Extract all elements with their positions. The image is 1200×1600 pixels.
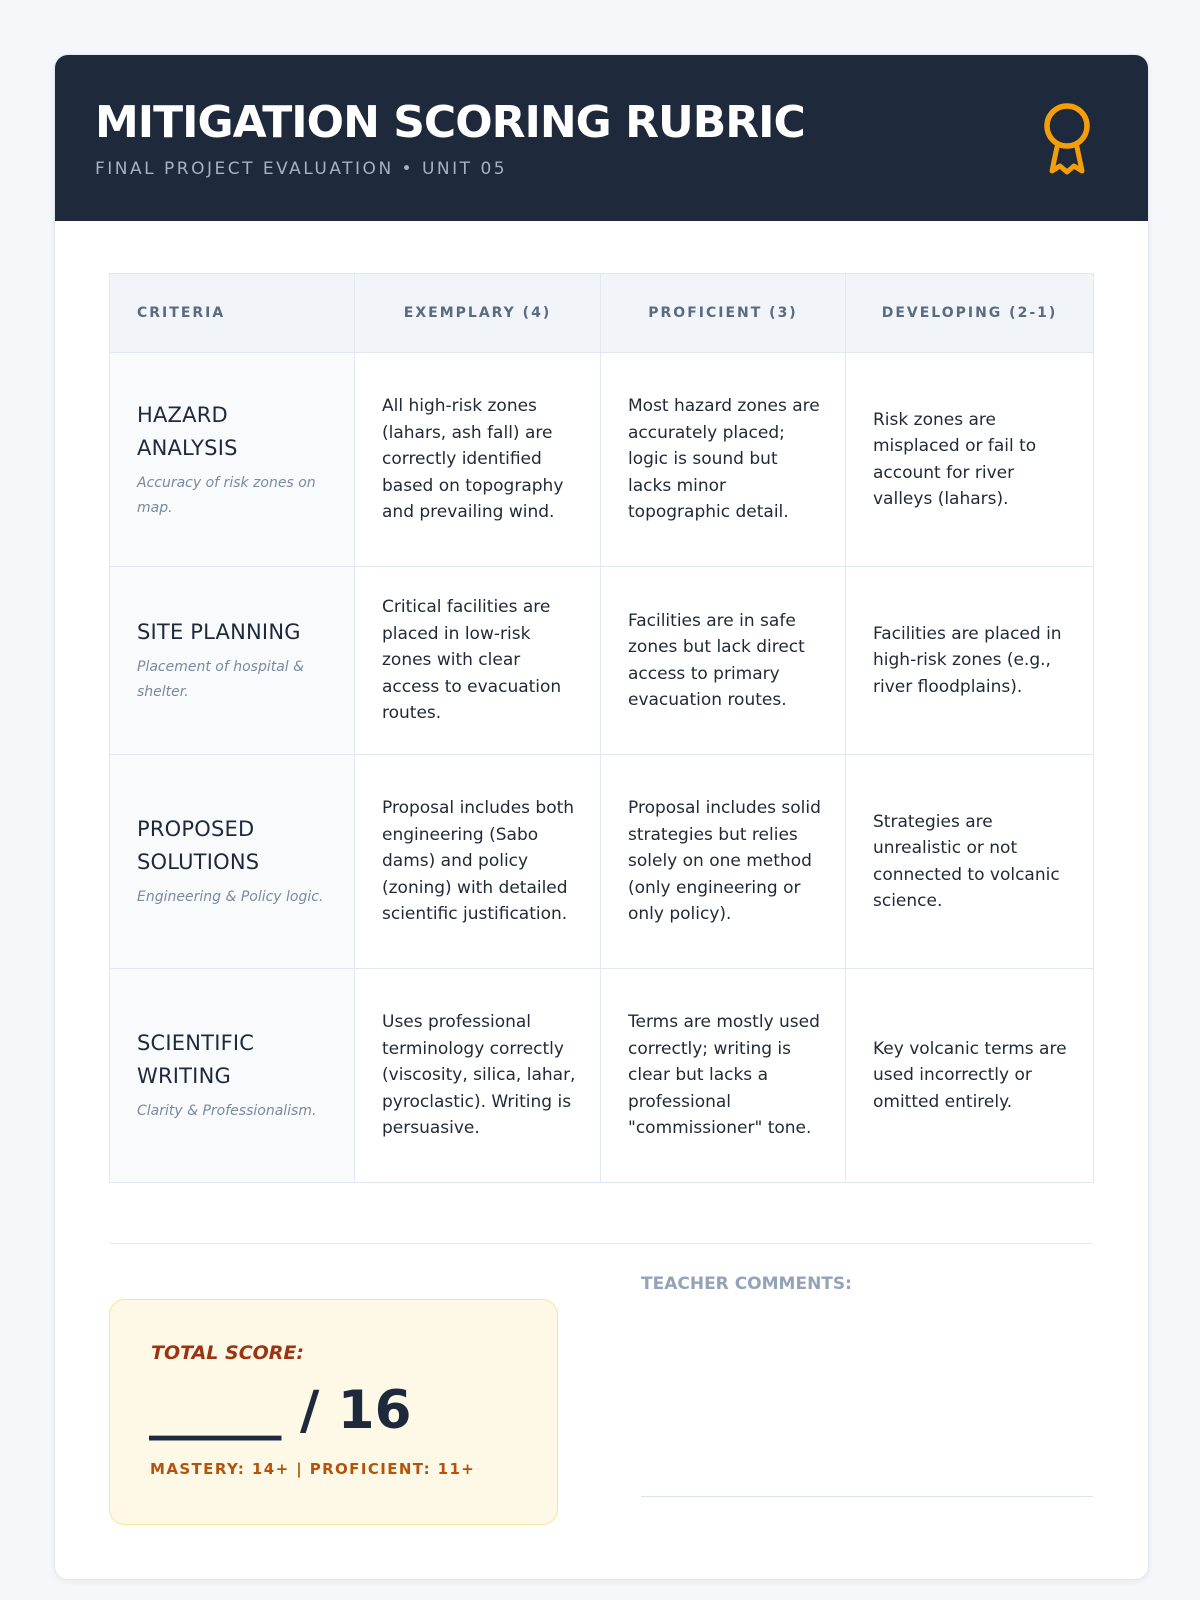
table-row [110,969,1094,1183]
criteria-description: Clarity & Professionalism. [137,1103,317,1119]
table-row [110,755,1094,969]
column-header-exemplary: EXEMPLARY (4) [355,274,601,353]
column-header-proficient: PROFICIENT (3) [601,274,846,353]
total-score-box [109,1299,558,1525]
teacher-comments-label: TEACHER COMMENTS: [641,1274,852,1294]
criteria-name: PROPOSED SOLUTIONS [137,817,260,874]
page-title: MITIGATION SCORING RUBRIC [95,97,805,148]
developing-cell: Risk zones are misplaced or fail to account for river valleys (lahars). [846,353,1094,567]
page-subtitle: FINAL PROJECT EVALUATION • UNIT 05 [95,159,508,179]
rubric-card [54,54,1149,1580]
proficient-cell: Facilities are in safe zones but lack direct access to primary evacuation routes. [601,567,846,755]
criteria-name: SCIENTIFIC WRITING [137,1031,255,1088]
award-ribbon-icon [1040,99,1094,177]
criteria-name: SITE PLANNING [137,620,301,644]
proficient-cell: Most hazard zones are accurately placed; logic is sound but lacks minor topographic detail. [601,353,846,567]
criteria-name: HAZARD ANALYSIS [137,402,238,460]
exemplary-cell: Proposal includes both engineering (Sabo dams) and policy (zoning) with detailed scientific justification. [355,755,601,969]
rubric-header-row [110,274,1094,353]
criteria-cell [110,969,355,1183]
criteria-cell [110,567,355,755]
exemplary-cell: Uses professional terminology correctly (viscosity, silica, lahar, pyroclastic). Writing is persuasive. [355,969,601,1183]
proficient-cell: Proposal includes solid strategies but relies solely on one method (only engineering or only policy). [601,755,846,969]
criteria-description: Placement of hospital & shelter. [137,659,305,700]
header-banner [55,55,1148,221]
column-header-developing: DEVELOPING (2-1) [846,274,1094,353]
criteria-description: Engineering & Policy logic. [137,889,324,905]
rubric-table [109,273,1094,1183]
section-divider [109,1243,1093,1244]
developing-cell: Strategies are unrealistic or not connected to volcanic science. [846,755,1094,969]
table-row [110,353,1094,567]
proficient-cell: Terms are mostly used correctly; writing is clear but lacks a professional "commissioner" tone. [601,969,846,1183]
criteria-cell [110,353,355,567]
total-score-label: TOTAL SCORE: [151,1342,305,1364]
score-thresholds: MASTERY: 14+ | PROFICIENT: 11+ [150,1460,476,1478]
table-row [110,567,1094,755]
developing-cell: Key volcanic terms are used incorrectly or omitted entirely. [846,969,1094,1183]
column-header-criteria: CRITERIA [110,274,355,353]
criteria-cell [110,755,355,969]
developing-cell: Facilities are placed in high-risk zones (e.g., river floodplains). [846,567,1094,755]
criteria-description: Accuracy of risk zones on map. [137,474,316,516]
teacher-comments-line [641,1496,1093,1497]
total-score-value: _____ / 16 [149,1380,412,1441]
exemplary-cell: All high-risk zones (lahars, ash fall) are correctly identified based on topography and prevailing wind. [355,353,601,567]
exemplary-cell: Critical facilities are placed in low-risk zones with clear access to evacuation routes. [355,567,601,755]
